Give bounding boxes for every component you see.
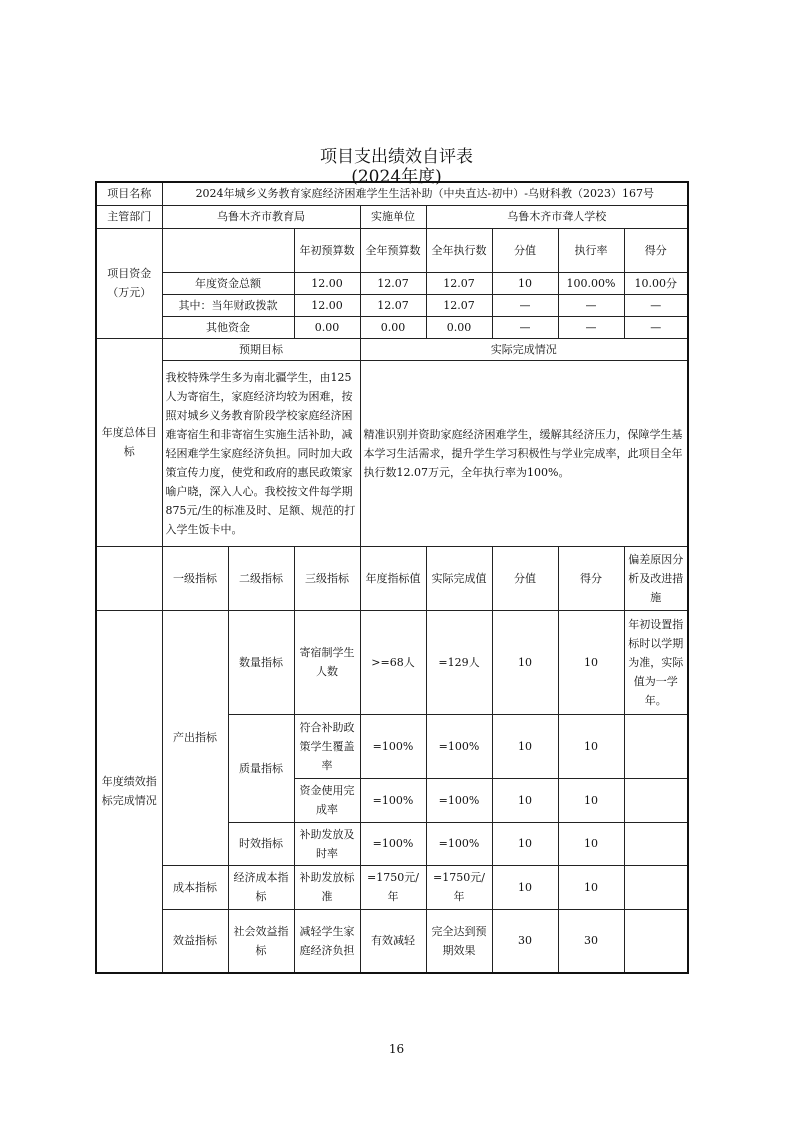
indicator-name: 资金使用完成率 <box>294 778 360 822</box>
page-title: 项目支出绩效自评表 <box>320 147 473 167</box>
social-benefit-indicator: 社会效益指标 <box>228 909 294 973</box>
indicator-note <box>624 865 688 909</box>
funds-cell: 12.07 <box>426 294 492 316</box>
indicator-score-max: 10 <box>492 778 558 822</box>
funds-header: 年初预算数 <box>294 228 360 272</box>
funds-header: 分值 <box>492 228 558 272</box>
indicator-target: 有效减轻 <box>360 909 426 973</box>
indicator-header: 一级指标 <box>162 546 228 610</box>
self-evaluation-table <box>95 181 689 974</box>
funds-row-name: 其中：当年财政拨款 <box>162 294 294 316</box>
indicator-target: >=68人 <box>360 610 426 714</box>
report-year: (2024年度) <box>351 167 442 187</box>
funds-cell: 12.07 <box>360 294 426 316</box>
funds-cell: — <box>558 294 624 316</box>
indicator-note <box>624 822 688 865</box>
indicator-header: 分值 <box>492 546 558 610</box>
expected-goal-header: 预期目标 <box>162 338 360 360</box>
indicator-actual: =129人 <box>426 610 492 714</box>
indicator-header: 二级指标 <box>228 546 294 610</box>
indicator-score-max: 10 <box>492 610 558 714</box>
indicator-score: 10 <box>558 865 624 909</box>
indicator-name: 补助发放及时率 <box>294 822 360 865</box>
funds-header: 全年执行数 <box>426 228 492 272</box>
indicator-score: 30 <box>558 909 624 973</box>
quantity-indicator: 数量指标 <box>228 610 294 714</box>
time-indicator: 时效指标 <box>228 822 294 865</box>
indicator-score: 10 <box>558 610 624 714</box>
indicator-score-max: 10 <box>492 822 558 865</box>
indicator-actual: =100% <box>426 778 492 822</box>
indicator-score-max: 10 <box>492 865 558 909</box>
indicator-corner <box>96 546 162 610</box>
funds-cell: 12.07 <box>426 272 492 294</box>
funds-cell: — <box>624 294 688 316</box>
indicator-header: 三级指标 <box>294 546 360 610</box>
indicator-header: 年度指标值 <box>360 546 426 610</box>
funds-row-name: 其他资金 <box>162 316 294 338</box>
indicator-header: 偏差原因分析及改进措施 <box>624 546 688 610</box>
funds-cell: 10.00分 <box>624 272 688 294</box>
indicator-score-max: 10 <box>492 714 558 778</box>
indicator-name: 补助发放标准 <box>294 865 360 909</box>
indicators-label: 年度绩效指标完成情况 <box>96 610 162 973</box>
funds-cell: 0.00 <box>360 316 426 338</box>
funds-cell: 12.00 <box>294 272 360 294</box>
dept-label: 主管部门 <box>96 205 162 228</box>
impl-label: 实施单位 <box>360 205 426 228</box>
goals-label: 年度总体目标 <box>96 338 162 546</box>
funds-header: 执行率 <box>558 228 624 272</box>
funds-cell: 100.00% <box>558 272 624 294</box>
funds-cell: — <box>558 316 624 338</box>
project-name: 2024年城乡义务教育家庭经济困难学生生活补助（中央直达-初中）-乌财科教（2023）167号 <box>162 182 688 205</box>
dept-value: 乌鲁木齐市教育局 <box>162 205 360 228</box>
benefit-indicator: 效益指标 <box>162 909 228 973</box>
indicator-actual: 完全达到预期效果 <box>426 909 492 973</box>
actual-goal-text: 精准识别并资助家庭经济困难学生，缓解其经济压力，保障学生基本学习生活需求，提升学生学习积极性与学业完成率，此项目全年执行数12.07万元，全年执行率为100%。 <box>360 360 688 546</box>
indicator-actual: =1750元/年 <box>426 865 492 909</box>
indicator-actual: =100% <box>426 714 492 778</box>
indicator-target: =1750元/年 <box>360 865 426 909</box>
actual-goal-header: 实际完成情况 <box>360 338 688 360</box>
project-name-label: 项目名称 <box>96 182 162 205</box>
indicator-score: 10 <box>558 778 624 822</box>
funds-cell: 0.00 <box>294 316 360 338</box>
funds-row-name: 年度资金总额 <box>162 272 294 294</box>
funds-cell: — <box>492 316 558 338</box>
indicator-score-max: 30 <box>492 909 558 973</box>
indicator-header: 得分 <box>558 546 624 610</box>
indicator-target: =100% <box>360 778 426 822</box>
page-number: 16 <box>388 1042 405 1056</box>
quality-indicator: 质量指标 <box>228 714 294 822</box>
indicator-name: 减轻学生家庭经济负担 <box>294 909 360 973</box>
indicator-header: 实际完成值 <box>426 546 492 610</box>
cost-indicator: 成本指标 <box>162 865 228 909</box>
funds-header: 得分 <box>624 228 688 272</box>
funds-cell: 12.00 <box>294 294 360 316</box>
indicator-score: 10 <box>558 714 624 778</box>
funds-header: 全年预算数 <box>360 228 426 272</box>
indicator-note <box>624 714 688 778</box>
impl-value: 乌鲁木齐市聋人学校 <box>426 205 688 228</box>
funds-cell: 0.00 <box>426 316 492 338</box>
funds-cell: 12.07 <box>360 272 426 294</box>
output-indicator: 产出指标 <box>162 610 228 865</box>
indicator-name: 符合补助政策学生覆盖率 <box>294 714 360 778</box>
funds-cell: 10 <box>492 272 558 294</box>
econ-cost-indicator: 经济成本指标 <box>228 865 294 909</box>
indicator-name: 寄宿制学生人数 <box>294 610 360 714</box>
indicator-target: =100% <box>360 822 426 865</box>
expected-goal-text: 我校特殊学生多为南北疆学生，由125人为寄宿生，家庭经济均较为困难，按照对城乡义务教育阶段学校家庭经济困难寄宿生和非寄宿生实施生活补助，减轻困难学生家庭经济负担。同时加大政策宣传力度，使党和政府的惠民政策家喻户晓，深入人心。我校按文件每学期875元/生的标准及时、足额、规范的打入学生饭卡中。 <box>162 360 360 546</box>
funds-label: 项目资金（万元） <box>96 228 162 338</box>
funds-cell: — <box>492 294 558 316</box>
funds-cell: — <box>624 316 688 338</box>
indicator-note <box>624 909 688 973</box>
indicator-note: 年初设置指标时以学期为准，实际值为一学年。 <box>624 610 688 714</box>
indicator-actual: =100% <box>426 822 492 865</box>
indicator-target: =100% <box>360 714 426 778</box>
indicator-note <box>624 778 688 822</box>
funds-corner <box>162 228 294 272</box>
indicator-score: 10 <box>558 822 624 865</box>
